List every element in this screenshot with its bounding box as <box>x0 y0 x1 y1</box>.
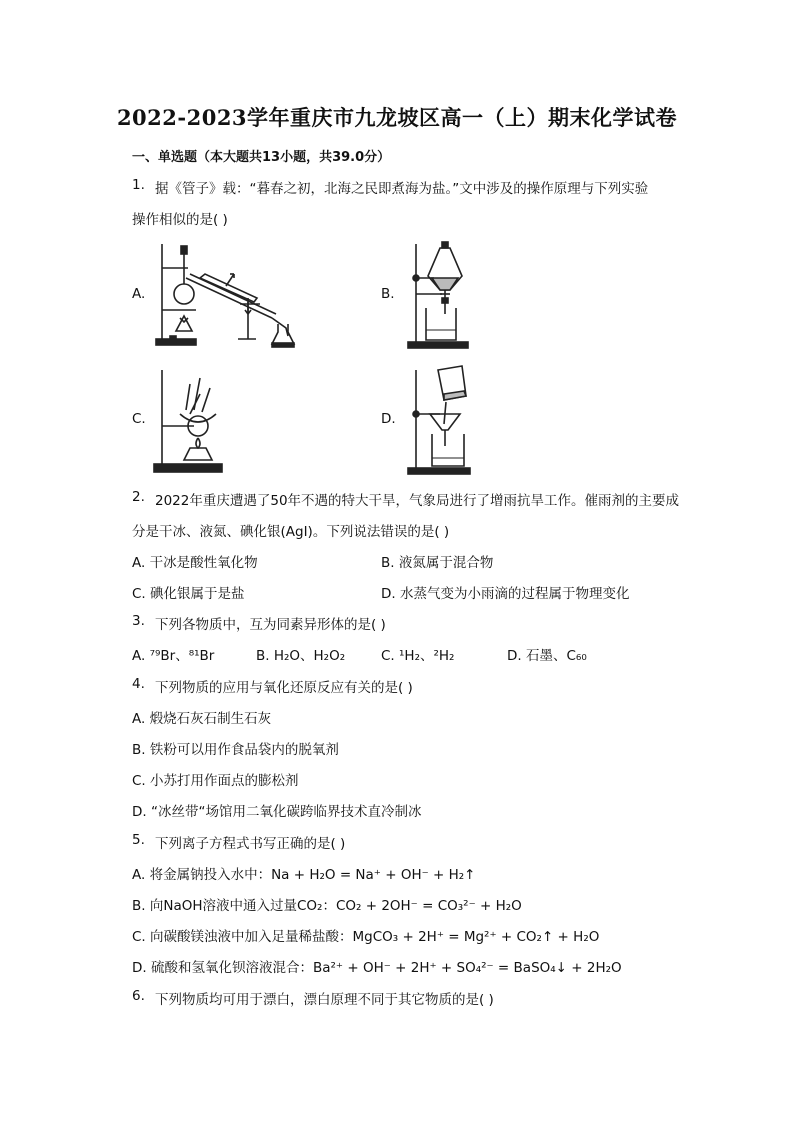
question-5-option-d: D. 硫酸和氢氧化钡溶液混合：Ba²⁺ + OH⁻ + 2H⁺ + SO₄²⁻ = BaSO₄↓ + 2H₂O <box>132 960 622 976</box>
question-1-number: 1. <box>132 177 145 193</box>
question-2-option-d: D. 水蒸气变为小雨滴的过程属于物理变化 <box>381 586 630 602</box>
question-5-option-a: A. 将金属钠投入水中：Na + H₂O = Na⁺ + OH⁻ + H₂↑ <box>132 867 476 883</box>
separatory-funnel-image <box>404 238 474 350</box>
question-4-option-b: B. 铁粉可以用作食品袋内的脱氧剂 <box>132 742 339 758</box>
option-d-label: D. <box>381 411 396 427</box>
question-3-option-a: A. ⁷⁹Br、⁸¹Br <box>132 648 215 664</box>
distillation-apparatus-image <box>150 236 300 348</box>
question-3-option-b: B. H₂O、H₂O₂ <box>256 648 346 664</box>
question-2-option-a: A. 干冰是酸性氧化物 <box>132 555 258 571</box>
question-1-stem-line2: 操作相似的是( ) <box>132 212 228 228</box>
question-4-option-d: D. “冰丝带“场馆用二氧化碳跨临界技术直冷制冰 <box>132 804 422 820</box>
option-c-label: C. <box>132 411 146 427</box>
option-b-label: B. <box>381 286 395 302</box>
section-heading: 一、单选题（本大题共13小题，共39.0分） <box>132 150 391 165</box>
question-3-option-d: D. 石墨、C₆₀ <box>507 648 587 664</box>
question-2-stem-line2: 分是干冰、液氮、碘化银(AgI)。下列说法错误的是( ) <box>132 524 450 540</box>
evaporating-dish-image <box>150 364 230 476</box>
question-5-option-c: C. 向碳酸镁浊液中加入足量稀盐酸：MgCO₃ + 2H⁺ = Mg²⁺ + CO₂↑ + H₂O <box>132 929 600 945</box>
question-4-option-a: A. 煅烧石灰石制生石灰 <box>132 711 272 727</box>
question-4-number: 4. <box>132 676 145 692</box>
question-2-option-b: B. 液氮属于混合物 <box>381 555 494 571</box>
question-2-number: 2. <box>132 489 145 505</box>
question-4-option-c: C. 小苏打用作面点的膨松剂 <box>132 773 299 789</box>
question-3-stem: 下列各物质中，互为同素异形体的是( ) <box>155 617 386 633</box>
question-2-option-c: C. 碘化银属于是盐 <box>132 586 245 602</box>
page-title: 2022-2023学年重庆市九龙坡区高一（上）期末化学试卷 <box>116 105 678 130</box>
question-6-stem: 下列物质均可用于漂白，漂白原理不同于其它物质的是( ) <box>155 992 494 1008</box>
question-3-number: 3. <box>132 613 145 629</box>
question-3-option-c: C. ¹H₂、²H₂ <box>381 648 455 664</box>
option-a-label: A. <box>132 286 146 302</box>
question-4-stem: 下列物质的应用与氧化还原反应有关的是( ) <box>155 680 413 696</box>
question-2-stem-line1: 2022年重庆遭遇了50年不遇的特大干旱，气象局进行了增雨抗旱工作。催雨剂的主要成 <box>155 493 680 509</box>
question-5-option-b: B. 向NaOH溶液中通入过量CO₂：CO₂ + 2OH⁻ = CO₃²⁻ + H₂O <box>132 898 522 914</box>
question-5-stem: 下列离子方程式书写正确的是( ) <box>155 836 346 852</box>
question-6-number: 6. <box>132 988 145 1004</box>
filtration-funnel-image <box>404 364 474 476</box>
question-1-stem-line1: 据《管子》载：“暮春之初，北海之民即煮海为盐。”文中涉及的操作原理与下列实验 <box>155 181 649 197</box>
question-5-number: 5. <box>132 832 145 848</box>
